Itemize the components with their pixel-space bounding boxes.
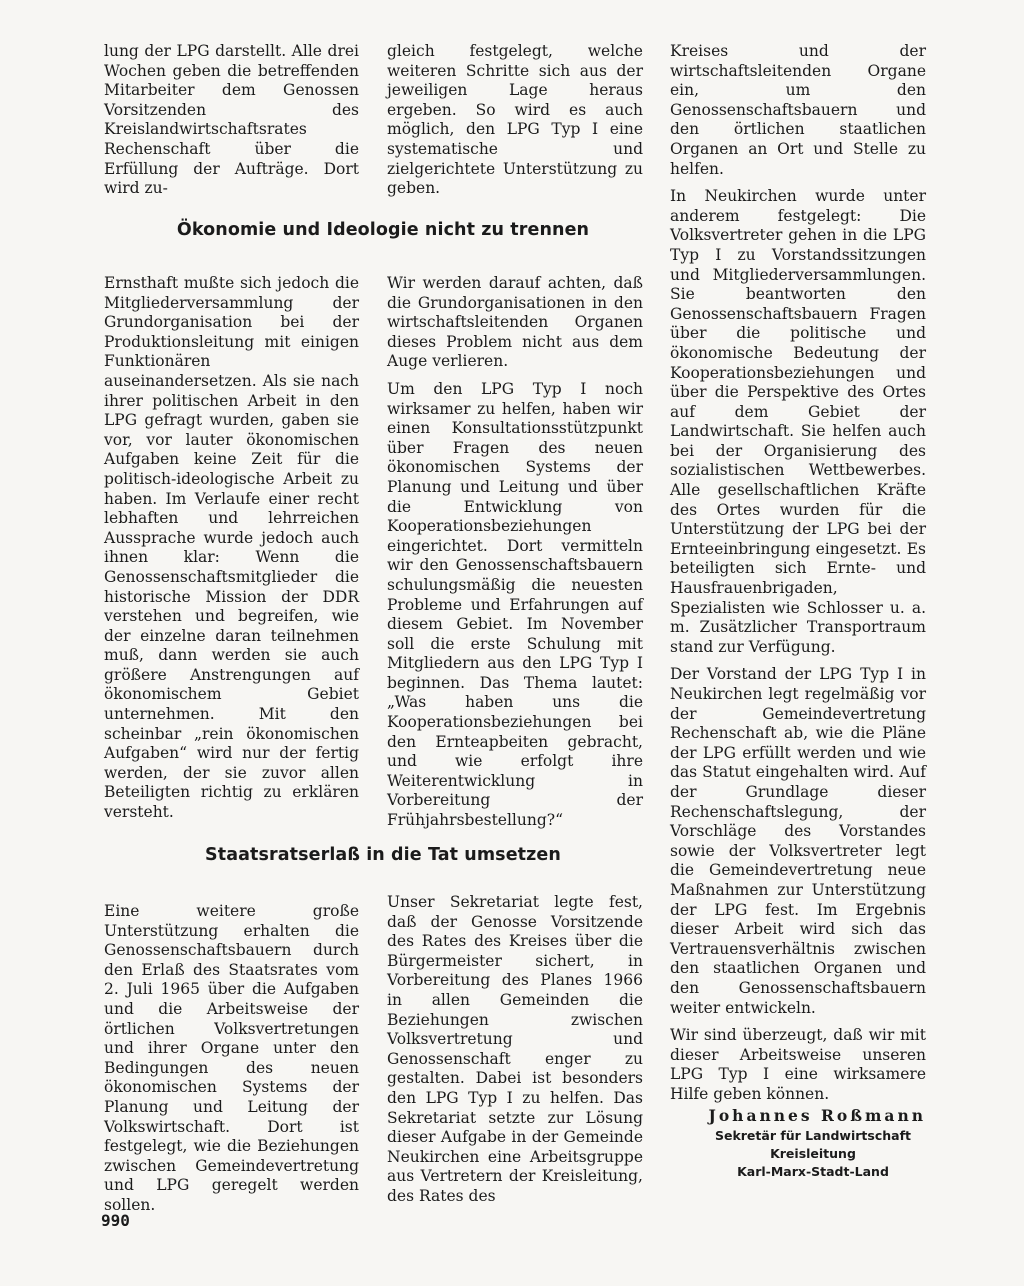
top-column-left	[104, 42, 359, 199]
paragraph: Ernsthaft mußte sich jedoch die Mitgliederversammlung der Grundorganisation bei der Produktionsleitung mit einigen Funktionären auseinandersetzen. Als sie nach ihrer politischen Arbeit in den LPG gefragt wurden, gaben sie vor, vor lauter ökonomischen Aufgaben keine Zeit für die politisch-ideologische Arbeit zu haben. Im Verlaufe einer recht lebhaften und lehrreichen Aussprache wurde jedoch auch ihnen klar: Wenn die Genossenschaftsmitglieder die historische Mission der DDR verstehen und begreifen, wie der einzelne daran teilnehmen muß, dann werden sie auch größere Anstrengungen auf ökonomischem Gebiet unternehmen. Mit den scheinbar „rein ökonomischen Aufgaben“ wird nur der fertig werden, der sie zuvor allen Beteiligten richtig zu erklären versteht.	[104, 274, 359, 822]
paragraph: Kreises und der wirtschaftsleitenden Organe ein, um den Genossenschaftsbauern und den örtlichen staatlichen Organen an Ort und Stelle zu helfen.	[670, 42, 926, 178]
signature-block	[660, 1106, 926, 1181]
section1-column-middle	[387, 274, 643, 831]
paragraph: gleich festgelegt, welche weiteren Schritte sich aus der jeweiligen Lage heraus ergeben. So wird es auch möglich, den LPG Typ I eine systematische und zielgerichtete Unterstützung zu geben.	[387, 42, 643, 198]
paragraph: lung der LPG darstellt. Alle drei Wochen geben die betreffenden Mitarbeiter dem Genossen Vorsitzenden des Kreislandwirtschaftsrates Rechenschaft über die Erfüllung der Aufträge. Dort wird zu-	[104, 42, 359, 198]
author-place: Karl-Marx-Stadt-Land	[737, 1164, 889, 1179]
author-name: Johannes Roßmann	[708, 1106, 926, 1125]
paragraph: Um den LPG Typ I noch wirksamer zu helfen, haben wir einen Konsultationsstützpunkt über Fragen des neuen ökonomischen Systems der Planung und Leitung und über die Entwicklung von Kooperationsbeziehungen eingerichtet. Dort vermitteln wir den Genossenschaftsbauern schulungsmäßig die neuesten Probleme und Erfahrungen auf diesem Gebiet. Im November soll die erste Schulung mit Mitgliedern aus den LPG Typ I beginnen. Das Thema lautet: „Was haben uns die Kooperationsbeziehungen bei den Ernteарbeiten gebracht, und wie erfolgt ihre Weiterentwicklung in Vorbereitung der Frühjahrsbestellung?“	[387, 379, 643, 830]
section2-column-left	[104, 902, 359, 1216]
paragraph: Wir sind überzeugt, daß wir mit dieser Arbeitsweise unseren LPG Typ I eine wirksamere Hilfe geben können.	[670, 1026, 926, 1103]
paragraph: Wir werden darauf achten, daß die Grundorganisationen in den wirtschaftsleitenden Organen dieses Problem nicht aus dem Auge verlieren.	[387, 274, 643, 371]
section1-column-left	[104, 274, 359, 823]
paragraph: Der Vorstand der LPG Typ I in Neukirchen legt regelmäßig vor der Gemeindevertretung Rechenschaft ab, wie die Pläne der LPG erfüllt werden und wie das Statut eingehalten wird. Auf der Grundlage dieser Rechenschaftslegung, der Vorschläge des Vorstandes sowie der Volksvertreter legt die Gemeindevertretung neue Maßnahmen zur Unterstützung der LPG fest. Im Ergebnis dieser Arbeit wird sich das Vertrauensverhältnis zwischen den staatlichen Organen und den Genossenschaftsbauern weiter entwickeln.	[670, 665, 926, 1017]
author-organization: Kreisleitung	[770, 1146, 856, 1161]
right-column	[670, 42, 926, 1104]
section-heading-staatsrat: Staatsratserlaß in die Tat umsetzen	[205, 845, 561, 865]
section-heading-oekonomie: Ökonomie und Ideologie nicht zu trennen	[176, 220, 590, 240]
page-number: 990	[101, 1211, 130, 1230]
author-title: Sekretär für Landwirtschaft	[714, 1128, 912, 1143]
paragraph: Eine weitere große Unterstützung erhalten die Genossenschaftsbauern durch den Erlaß des Staatsrates vom 2. Juli 1965 über die Aufgaben und die Arbeitsweise der örtlichen Volksvertretungen und ihrer Organe unter den Bedingungen des neuen ökonomischen Systems der Planung und Leitung der Volkswirtschaft. Dort ist festgelegt, wie die Beziehungen zwischen Gemeindevertretung und LPG geregelt werden sollen.	[104, 902, 359, 1214]
section2-column-middle	[387, 893, 643, 1207]
paragraph: Unser Sekretariat legte fest, daß der Genosse Vorsitzende des Rates des Kreises über die Bürgermeister sichert, in Vorbereitung des Planes 1966 in allen Gemeinden die Beziehungen zwischen Volksvertretung und Genossenschaft enger zu gestalten. Dabei ist besonders den LPG Typ I zu helfen. Das Sekretariat setzte zur Lösung dieser Aufgabe in der Gemeinde Neukirchen eine Arbeitsgruppe aus Vertretern der Kreisleitung, des Rates des	[387, 893, 643, 1205]
paragraph: In Neukirchen wurde unter anderem festgelegt: Die Volksvertreter gehen in die LPG Typ I zu Vorstandssitzungen und Mitgliederversammlungen. Sie beantworten den Genossenschaftsbauern Fragen über die politische und ökonomische Bedeutung der Kooperationsbeziehungen und über die Perspektive des Ortes auf dem Gebiet der Landwirtschaft. Sie helfen auch bei der Organisierung des sozialistischen Wettbewerbes. Alle gesellschaftlichen Kräfte des Ortes wurden für die Unterstützung der LPG bei der Ernteeinbringung eingesetzt. Es beteiligten sich Ernte- und Hausfrauenbrigaden, Spezialisten wie Schlosser u. a. m. Zusätzlicher Transportraum stand zur Verfügung.	[670, 187, 926, 656]
top-column-middle	[387, 42, 643, 199]
